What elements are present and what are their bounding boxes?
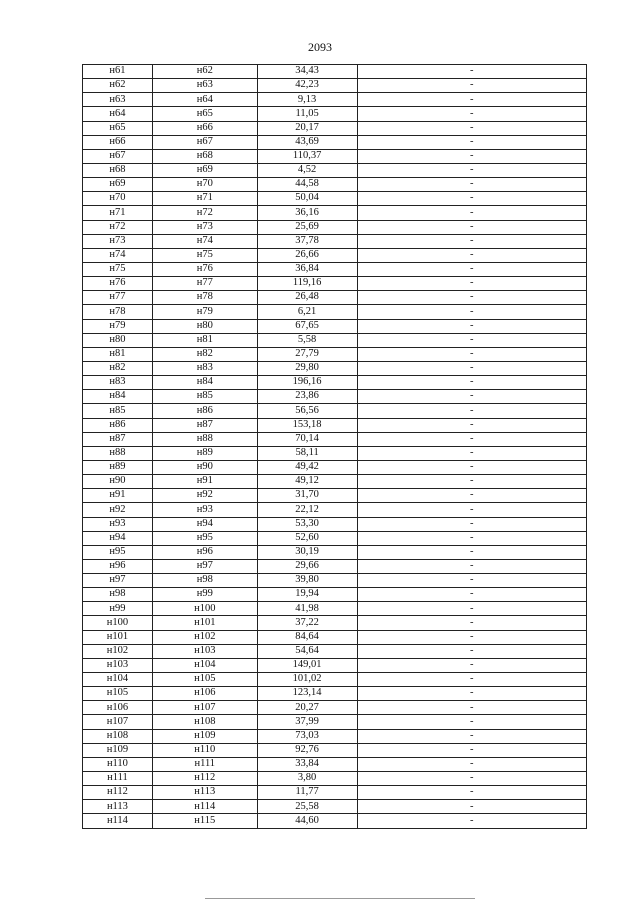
- note-cell: -: [357, 475, 587, 489]
- note-cell: -: [357, 545, 587, 559]
- note-cell: -: [357, 715, 587, 729]
- table-row: [83, 432, 587, 446]
- note-cell: -: [357, 489, 587, 503]
- to-point-cell: н94: [152, 517, 257, 531]
- distance-cell: 5,58: [257, 333, 357, 347]
- to-point-cell: н84: [152, 376, 257, 390]
- to-point-cell: н76: [152, 262, 257, 276]
- note-cell: -: [357, 262, 587, 276]
- to-point-cell: н83: [152, 361, 257, 375]
- table-row: [83, 772, 587, 786]
- table-row: [83, 178, 587, 192]
- from-point-cell: н111: [83, 772, 153, 786]
- note-cell: -: [357, 404, 587, 418]
- table-row: [83, 460, 587, 474]
- distance-cell: 11,05: [257, 107, 357, 121]
- distance-cell: 25,58: [257, 800, 357, 814]
- from-point-cell: н92: [83, 503, 153, 517]
- to-point-cell: н73: [152, 220, 257, 234]
- distance-cell: 110,37: [257, 149, 357, 163]
- table-row: [83, 743, 587, 757]
- distance-cell: 73,03: [257, 729, 357, 743]
- to-point-cell: н63: [152, 79, 257, 93]
- from-point-cell: н67: [83, 149, 153, 163]
- table-row: [83, 757, 587, 771]
- note-cell: -: [357, 772, 587, 786]
- note-cell: -: [357, 800, 587, 814]
- distance-cell: 42,23: [257, 79, 357, 93]
- distance-cell: 4,52: [257, 163, 357, 177]
- distance-cell: 34,43: [257, 65, 357, 79]
- to-point-cell: н115: [152, 814, 257, 828]
- note-cell: -: [357, 107, 587, 121]
- from-point-cell: н106: [83, 701, 153, 715]
- distance-cell: 25,69: [257, 220, 357, 234]
- note-cell: -: [357, 149, 587, 163]
- from-point-cell: н71: [83, 206, 153, 220]
- table-row: [83, 517, 587, 531]
- from-point-cell: н98: [83, 588, 153, 602]
- note-cell: -: [357, 602, 587, 616]
- table-row: [83, 418, 587, 432]
- distance-cell: 19,94: [257, 588, 357, 602]
- table-row: [83, 333, 587, 347]
- note-cell: -: [357, 192, 587, 206]
- from-point-cell: н87: [83, 432, 153, 446]
- to-point-cell: н74: [152, 234, 257, 248]
- from-point-cell: н69: [83, 178, 153, 192]
- table-row: [83, 291, 587, 305]
- distance-cell: 11,77: [257, 786, 357, 800]
- to-point-cell: н107: [152, 701, 257, 715]
- table-row: [83, 79, 587, 93]
- table-row: [83, 446, 587, 460]
- distance-cell: 49,42: [257, 460, 357, 474]
- table-row: [83, 361, 587, 375]
- from-point-cell: н81: [83, 347, 153, 361]
- distance-cell: 29,80: [257, 361, 357, 375]
- to-point-cell: н66: [152, 121, 257, 135]
- from-point-cell: н113: [83, 800, 153, 814]
- note-cell: -: [357, 163, 587, 177]
- distance-cell: 27,79: [257, 347, 357, 361]
- table-row: [83, 93, 587, 107]
- note-cell: -: [357, 616, 587, 630]
- distance-cell: 84,64: [257, 630, 357, 644]
- table-row: [83, 404, 587, 418]
- distance-cell: 123,14: [257, 687, 357, 701]
- table-row: [83, 729, 587, 743]
- table-row: [83, 475, 587, 489]
- distance-cell: 149,01: [257, 658, 357, 672]
- distance-cell: 92,76: [257, 743, 357, 757]
- footer-divider: [205, 898, 475, 899]
- distance-cell: 49,12: [257, 475, 357, 489]
- from-point-cell: н83: [83, 376, 153, 390]
- note-cell: -: [357, 814, 587, 828]
- note-cell: -: [357, 574, 587, 588]
- from-point-cell: н100: [83, 616, 153, 630]
- to-point-cell: н93: [152, 503, 257, 517]
- to-point-cell: н67: [152, 135, 257, 149]
- to-point-cell: н109: [152, 729, 257, 743]
- to-point-cell: н68: [152, 149, 257, 163]
- distance-cell: 37,99: [257, 715, 357, 729]
- from-point-cell: н70: [83, 192, 153, 206]
- from-point-cell: н66: [83, 135, 153, 149]
- to-point-cell: н103: [152, 644, 257, 658]
- table-row: [83, 347, 587, 361]
- distance-cell: 36,16: [257, 206, 357, 220]
- note-cell: -: [357, 121, 587, 135]
- from-point-cell: н108: [83, 729, 153, 743]
- note-cell: -: [357, 701, 587, 715]
- from-point-cell: н82: [83, 361, 153, 375]
- note-cell: -: [357, 644, 587, 658]
- distance-cell: 56,56: [257, 404, 357, 418]
- to-point-cell: н96: [152, 545, 257, 559]
- from-point-cell: н62: [83, 79, 153, 93]
- from-point-cell: н86: [83, 418, 153, 432]
- table-row: [83, 305, 587, 319]
- table-row: [83, 644, 587, 658]
- distance-cell: 20,27: [257, 701, 357, 715]
- to-point-cell: н81: [152, 333, 257, 347]
- distance-cell: 101,02: [257, 673, 357, 687]
- to-point-cell: н77: [152, 277, 257, 291]
- table-row: [83, 277, 587, 291]
- from-point-cell: н79: [83, 319, 153, 333]
- note-cell: -: [357, 319, 587, 333]
- to-point-cell: н112: [152, 772, 257, 786]
- from-point-cell: н89: [83, 460, 153, 474]
- table-row: [83, 489, 587, 503]
- distance-cell: 43,69: [257, 135, 357, 149]
- distance-cell: 33,84: [257, 757, 357, 771]
- table-row: [83, 390, 587, 404]
- note-cell: -: [357, 786, 587, 800]
- note-cell: -: [357, 347, 587, 361]
- table-row: [83, 715, 587, 729]
- from-point-cell: н63: [83, 93, 153, 107]
- from-point-cell: н95: [83, 545, 153, 559]
- from-point-cell: н101: [83, 630, 153, 644]
- from-point-cell: н78: [83, 305, 153, 319]
- distance-cell: 53,30: [257, 517, 357, 531]
- distance-cell: 41,98: [257, 602, 357, 616]
- to-point-cell: н65: [152, 107, 257, 121]
- from-point-cell: н85: [83, 404, 153, 418]
- from-point-cell: н68: [83, 163, 153, 177]
- from-point-cell: н99: [83, 602, 153, 616]
- note-cell: -: [357, 432, 587, 446]
- table-row: [83, 503, 587, 517]
- distance-cell: 52,60: [257, 531, 357, 545]
- distance-cell: 22,12: [257, 503, 357, 517]
- distance-cell: 3,80: [257, 772, 357, 786]
- to-point-cell: н70: [152, 178, 257, 192]
- from-point-cell: н91: [83, 489, 153, 503]
- distance-cell: 26,48: [257, 291, 357, 305]
- to-point-cell: н88: [152, 432, 257, 446]
- from-point-cell: н102: [83, 644, 153, 658]
- table-row: [83, 559, 587, 573]
- to-point-cell: н92: [152, 489, 257, 503]
- from-point-cell: н96: [83, 559, 153, 573]
- note-cell: -: [357, 743, 587, 757]
- from-point-cell: н74: [83, 248, 153, 262]
- from-point-cell: н72: [83, 220, 153, 234]
- to-point-cell: н111: [152, 757, 257, 771]
- from-point-cell: н64: [83, 107, 153, 121]
- boundary-segments-table: [82, 64, 587, 829]
- distance-cell: 37,78: [257, 234, 357, 248]
- to-point-cell: н79: [152, 305, 257, 319]
- note-cell: -: [357, 178, 587, 192]
- to-point-cell: н78: [152, 291, 257, 305]
- distance-cell: 44,60: [257, 814, 357, 828]
- note-cell: -: [357, 757, 587, 771]
- to-point-cell: н113: [152, 786, 257, 800]
- distance-cell: 39,80: [257, 574, 357, 588]
- distance-cell: 26,66: [257, 248, 357, 262]
- to-point-cell: н102: [152, 630, 257, 644]
- note-cell: -: [357, 517, 587, 531]
- distance-cell: 54,64: [257, 644, 357, 658]
- to-point-cell: н108: [152, 715, 257, 729]
- table-row: [83, 658, 587, 672]
- table-row: [83, 701, 587, 715]
- note-cell: -: [357, 291, 587, 305]
- note-cell: -: [357, 277, 587, 291]
- note-cell: -: [357, 248, 587, 262]
- table-row: [83, 121, 587, 135]
- to-point-cell: н75: [152, 248, 257, 262]
- from-point-cell: н90: [83, 475, 153, 489]
- to-point-cell: н99: [152, 588, 257, 602]
- from-point-cell: н76: [83, 277, 153, 291]
- from-point-cell: н80: [83, 333, 153, 347]
- to-point-cell: н91: [152, 475, 257, 489]
- from-point-cell: н84: [83, 390, 153, 404]
- table-row: [83, 814, 587, 828]
- distance-cell: 153,18: [257, 418, 357, 432]
- table-row: [83, 262, 587, 276]
- distance-cell: 37,22: [257, 616, 357, 630]
- to-point-cell: н106: [152, 687, 257, 701]
- from-point-cell: н77: [83, 291, 153, 305]
- distance-cell: 58,11: [257, 446, 357, 460]
- to-point-cell: н69: [152, 163, 257, 177]
- note-cell: -: [357, 658, 587, 672]
- table-row: [83, 192, 587, 206]
- table-row: [83, 135, 587, 149]
- to-point-cell: н98: [152, 574, 257, 588]
- to-point-cell: н89: [152, 446, 257, 460]
- distance-cell: 6,21: [257, 305, 357, 319]
- from-point-cell: н104: [83, 673, 153, 687]
- distance-cell: 36,84: [257, 262, 357, 276]
- note-cell: -: [357, 135, 587, 149]
- from-point-cell: н109: [83, 743, 153, 757]
- table-row: [83, 673, 587, 687]
- table-row: [83, 786, 587, 800]
- note-cell: -: [357, 460, 587, 474]
- note-cell: -: [357, 729, 587, 743]
- from-point-cell: н107: [83, 715, 153, 729]
- note-cell: -: [357, 361, 587, 375]
- to-point-cell: н95: [152, 531, 257, 545]
- note-cell: -: [357, 333, 587, 347]
- table-row: [83, 65, 587, 79]
- note-cell: -: [357, 446, 587, 460]
- distance-cell: 196,16: [257, 376, 357, 390]
- from-point-cell: н112: [83, 786, 153, 800]
- table-row: [83, 687, 587, 701]
- note-cell: -: [357, 79, 587, 93]
- note-cell: -: [357, 559, 587, 573]
- table-row: [83, 531, 587, 545]
- note-cell: -: [357, 503, 587, 517]
- distance-cell: 67,65: [257, 319, 357, 333]
- to-point-cell: н105: [152, 673, 257, 687]
- from-point-cell: н61: [83, 65, 153, 79]
- from-point-cell: н94: [83, 531, 153, 545]
- table-row: [83, 163, 587, 177]
- distance-cell: 119,16: [257, 277, 357, 291]
- note-cell: -: [357, 418, 587, 432]
- table-row: [83, 616, 587, 630]
- from-point-cell: н65: [83, 121, 153, 135]
- from-point-cell: н88: [83, 446, 153, 460]
- table-row: [83, 376, 587, 390]
- from-point-cell: н93: [83, 517, 153, 531]
- to-point-cell: н85: [152, 390, 257, 404]
- table-row: [83, 602, 587, 616]
- distance-cell: 31,70: [257, 489, 357, 503]
- to-point-cell: н80: [152, 319, 257, 333]
- to-point-cell: н82: [152, 347, 257, 361]
- to-point-cell: н114: [152, 800, 257, 814]
- note-cell: -: [357, 588, 587, 602]
- to-point-cell: н110: [152, 743, 257, 757]
- distance-cell: 44,58: [257, 178, 357, 192]
- to-point-cell: н104: [152, 658, 257, 672]
- to-point-cell: н90: [152, 460, 257, 474]
- distance-cell: 9,13: [257, 93, 357, 107]
- distance-cell: 29,66: [257, 559, 357, 573]
- table-row: [83, 149, 587, 163]
- note-cell: -: [357, 687, 587, 701]
- to-point-cell: н64: [152, 93, 257, 107]
- table-row: [83, 220, 587, 234]
- from-point-cell: н75: [83, 262, 153, 276]
- distance-cell: 23,86: [257, 390, 357, 404]
- to-point-cell: н97: [152, 559, 257, 573]
- distance-cell: 20,17: [257, 121, 357, 135]
- to-point-cell: н86: [152, 404, 257, 418]
- table-body: [83, 65, 587, 829]
- to-point-cell: н100: [152, 602, 257, 616]
- to-point-cell: н62: [152, 65, 257, 79]
- from-point-cell: н114: [83, 814, 153, 828]
- from-point-cell: н97: [83, 574, 153, 588]
- table-row: [83, 800, 587, 814]
- distance-cell: 30,19: [257, 545, 357, 559]
- from-point-cell: н73: [83, 234, 153, 248]
- table-row: [83, 248, 587, 262]
- note-cell: -: [357, 673, 587, 687]
- distance-cell: 70,14: [257, 432, 357, 446]
- to-point-cell: н72: [152, 206, 257, 220]
- to-point-cell: н71: [152, 192, 257, 206]
- page-number: 2093: [308, 40, 332, 54]
- note-cell: -: [357, 305, 587, 319]
- note-cell: -: [357, 390, 587, 404]
- table-row: [83, 574, 587, 588]
- to-point-cell: н101: [152, 616, 257, 630]
- distance-cell: 50,04: [257, 192, 357, 206]
- to-point-cell: н87: [152, 418, 257, 432]
- table-row: [83, 630, 587, 644]
- note-cell: -: [357, 630, 587, 644]
- note-cell: -: [357, 531, 587, 545]
- note-cell: -: [357, 220, 587, 234]
- table-row: [83, 107, 587, 121]
- table-row: [83, 545, 587, 559]
- note-cell: -: [357, 376, 587, 390]
- table-row: [83, 234, 587, 248]
- note-cell: -: [357, 234, 587, 248]
- table-row: [83, 588, 587, 602]
- table-row: [83, 206, 587, 220]
- note-cell: -: [357, 93, 587, 107]
- from-point-cell: н105: [83, 687, 153, 701]
- note-cell: -: [357, 65, 587, 79]
- note-cell: -: [357, 206, 587, 220]
- from-point-cell: н110: [83, 757, 153, 771]
- table-row: [83, 319, 587, 333]
- from-point-cell: н103: [83, 658, 153, 672]
